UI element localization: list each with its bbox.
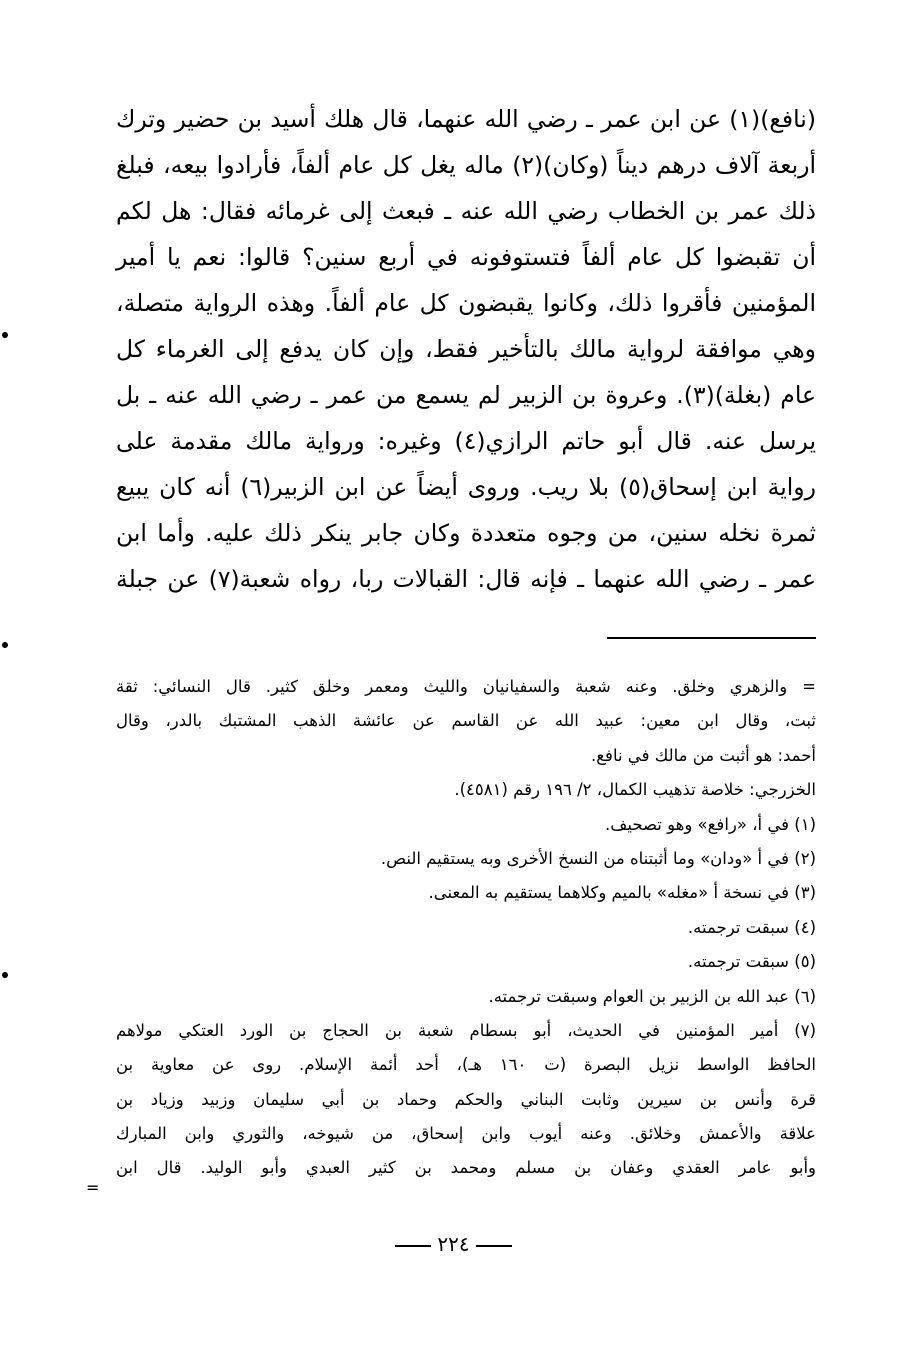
main-text-line: ثمرة نخله سنين، من وجوه متعددة وكان جابر ينكر ذلك عليه. وأما ابن (116, 519, 816, 547)
main-text-line: أن تقبضوا كل عام ألفاً فتستوفونه في أربع سنين؟ قالوا: نعم يا أمير (116, 243, 816, 271)
main-text-line: رواية ابن إسحاق(٥) بلا ريب. وروى أيضاً عن ابن الزبير(٦) أنه كان يبيع (116, 473, 816, 501)
main-text-line: ذلك عمر بن الخطاب رضي الله عنه ـ فبعث إلى غرمائه فقال: هل لكم (116, 197, 816, 225)
main-text-body (116, 96, 816, 602)
footnote-continuation-mark: = (86, 1178, 100, 1197)
footnote-line: (٧) أمير المؤمنين في الحديث، أبو بسطام شعبة بن الحجاج بن الورد العتكي مولاهم (116, 1020, 816, 1040)
footnote-line: قرة وأنس بن سيرين وثابت البناني والحكم وحماد بن أبي سليمان وزبيد وزياد بن (116, 1089, 816, 1109)
footnote-line: ثبت، وقال ابن معين: عبيد الله عن القاسم عن عائشة الذهب المشتبك بالدر، وقال (116, 711, 816, 731)
margin-mark (2, 642, 8, 648)
main-text-line: عمر ـ رضي الله عنهما ـ فإنه قال: القبالات ربا، رواه شعبة(٧) عن جبلة (116, 565, 816, 593)
footnote-line: (٦) عبد الله بن الزبير بن العوام وسبقت ترجمته. (488, 986, 816, 1006)
footnote-line: (٢) في أ «ودان» وما أثبتناه من النسخ الأخرى وبه يستقيم النص. (380, 848, 816, 868)
page-number (0, 1232, 907, 1256)
margin-mark (2, 332, 8, 338)
main-text-line: (نافع)(١) عن ابن عمر ـ رضي الله عنهما، قال هلك أسيد بن حضير وترك (116, 105, 816, 133)
footnote-line: أحمد: هو أثبت من مالك في نافع. (591, 745, 816, 765)
footnote-line: الحافظ الواسط نزيل البصرة (ت ١٦٠ هـ)، أحد أئمة الإسلام. روى عن معاوية بن (116, 1055, 816, 1075)
footnote-line: = والزهري وخلق. وعنه شعبة والسفيانيان والليث ومعمر وخلق كثير. قال النسائي: ثقة (116, 677, 816, 696)
footnote-line: (٤) سبقت ترجمته. (687, 917, 816, 937)
footnote-line: (١) في أ، «رافع» وهو تصحيف. (605, 814, 816, 834)
footnote-line: وأبو عامر العقدي وعفان بن مسلم ومحمد بن كثير العبدي وأبو الوليد. قال ابن (116, 1158, 816, 1178)
page-number-dash (395, 1245, 431, 1247)
main-text-line: وهي موافقة لرواية مالك بالتأخير فقط، وإن كان يدفع إلى الغرماء كل (116, 335, 816, 363)
main-text-line: المؤمنين فأقروا ذلك، وكانوا يقبضون كل عام ألفاً. وهذه الرواية متصلة، (116, 289, 816, 317)
footnote-line: (٥) سبقت ترجمته. (687, 952, 816, 972)
footnote-separator-rule (607, 637, 816, 639)
page-number-value: ٢٢٤ (437, 1232, 470, 1256)
page-number-dash (476, 1245, 512, 1247)
footnote-line: (٣) في نسخة أ «مغله» بالميم وكلاهما يستقيم به المعنى. (428, 883, 816, 903)
main-text-line: عام (بغلة)(٣). وعروة بن الزبير لم يسمع من عمر ـ رضي الله عنه ـ بل (116, 381, 817, 409)
main-text-line: يرسل عنه. قال أبو حاتم الرازي(٤) وغيره: ورواية مالك مقدمة على (116, 427, 816, 455)
footnotes-section (116, 670, 816, 1186)
margin-mark (2, 972, 8, 978)
footnote-line: علاقة والأعمش وخلائق. وعنه أيوب وابن إسحاق، من شيوخه، والثوري وابن المبارك (116, 1124, 816, 1144)
main-text-line: أربعة آلاف درهم ديناً (وكان)(٢) ماله يغل كل عام ألفاً، فأرادوا بيعه، فبلغ (116, 151, 817, 179)
footnote-line: الخزرجي: خلاصة تذهيب الكمال، ٢/ ١٩٦ رقم (٤٥٨١). (454, 780, 816, 800)
